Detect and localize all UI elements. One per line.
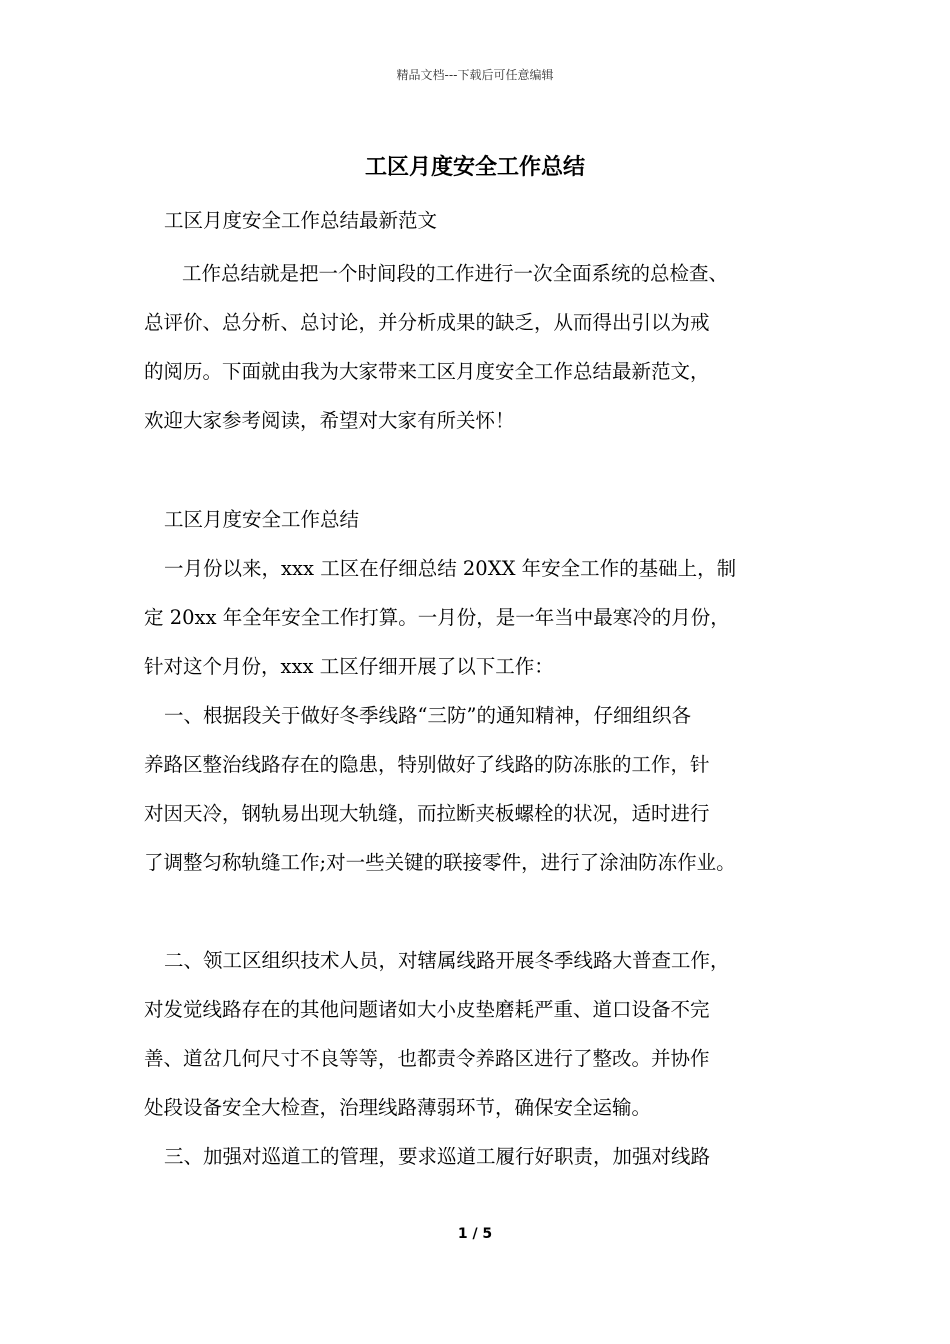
line-item2-3: 善、道岔几何尺寸不良等等，也都责令养路区进行了整改。并协作 (144, 1047, 710, 1070)
line-intro-4: 欢迎大家参考阅读，希望对大家有所关怀！ (144, 409, 515, 432)
line-subtitle: 工区月度安全工作总结最新范文 (164, 209, 438, 232)
header-note: 精品文档---下载后可任意编辑 (396, 68, 554, 82)
line-item2-4: 处段设备安全大检查，治理线路薄弱环节，确保安全运输。 (144, 1096, 652, 1119)
line-item2-1: 二、领工区组织技术人员，对辖属线路开展冬季线路大普查工作， (164, 949, 730, 972)
line-item3-1: 三、加强对巡道工的管理，要求巡道工履行好职责，加强对线路 (164, 1145, 711, 1168)
line-item1-1: 一、根据段关于做好冬季线路“三防”的通知精神，仔细组织各 (164, 704, 691, 727)
document-title: 工区月度安全工作总结 (364, 154, 585, 180)
line-item1-2: 养路区整治线路存在的隐患，特别做好了线路的防冻胀的工作，针 (144, 753, 710, 776)
line-para1-3: 针对这个月份，xxx 工区仔细开展了以下工作： (144, 655, 554, 678)
line-para1-2: 定 20xx 年全年安全工作打算。一月份，是一年当中最寒冷的月份， (144, 606, 730, 629)
line-item1-3: 对因天冷，钢轨易出现大轨缝，而拉断夹板螺栓的状况，适时进行 (144, 802, 710, 825)
line-intro-2: 总评价、总分析、总讨论，并分析成果的缺乏，从而得出引以为戒 (144, 311, 710, 334)
line-section-heading: 工区月度安全工作总结 (164, 508, 360, 531)
line-item1-4: 了调整匀称轨缝工作;对一些关键的联接零件，进行了涂油防冻作业。 (144, 851, 736, 874)
line-para1-1: 一月份以来，xxx 工区在仔细总结 20XX 年安全工作的基础上，制 (164, 557, 737, 580)
line-intro-1: 工作总结就是把一个时间段的工作进行一次全面系统的总检查、 (182, 262, 729, 285)
line-intro-3: 的阅历。下面就由我为大家带来工区月度安全工作总结最新范文， (144, 360, 710, 383)
page-number: 1 / 5 (457, 1226, 493, 1242)
line-item2-2: 对发觉线路存在的其他问题诸如大小皮垫磨耗严重、道口设备不完 (144, 998, 710, 1021)
